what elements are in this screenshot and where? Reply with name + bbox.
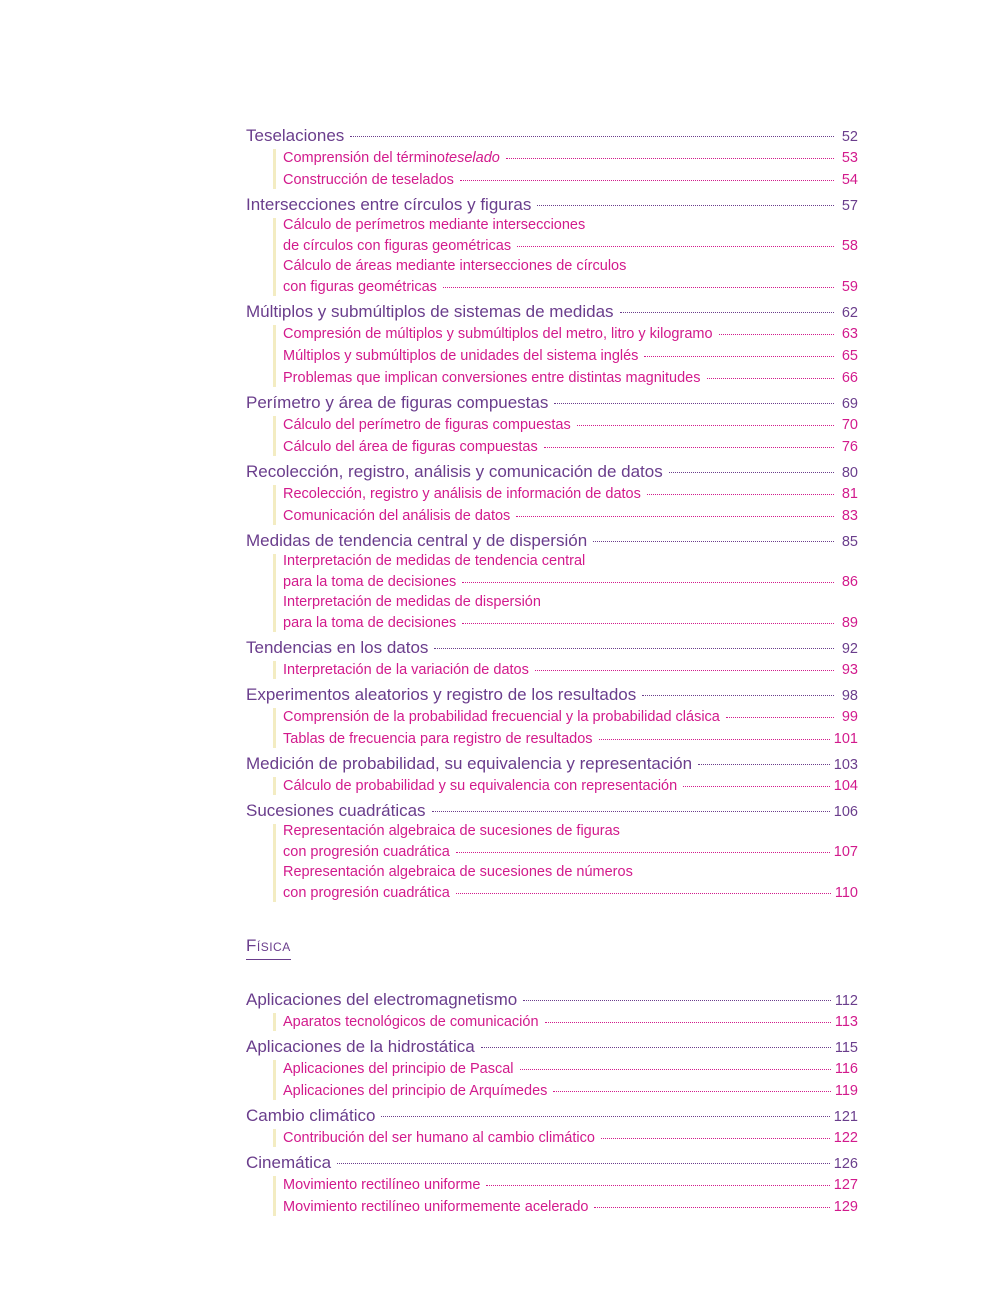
page-number: 112 bbox=[834, 993, 858, 1009]
toc-group bbox=[246, 1035, 858, 1102]
dot-leader bbox=[601, 1138, 830, 1139]
toc-entry-title: Experimentos aleatorios y registro de los resultados bbox=[246, 685, 637, 704]
page-number: 86 bbox=[841, 574, 858, 590]
toc-group bbox=[246, 799, 858, 904]
page-number: 121 bbox=[833, 1109, 858, 1125]
subentry-list bbox=[246, 1011, 858, 1033]
dot-leader bbox=[520, 1069, 831, 1070]
dot-leader bbox=[594, 1207, 829, 1208]
page-number: 115 bbox=[834, 1040, 858, 1056]
toc-entry-title: Medición de probabilidad, su equivalencia y representación bbox=[246, 754, 693, 773]
toc-entry-title: Tendencias en los datos bbox=[246, 638, 429, 657]
toc-entry[interactable] bbox=[246, 683, 858, 706]
subentry-title-italic: teselado bbox=[445, 150, 500, 166]
page-number: 92 bbox=[841, 641, 858, 657]
page-number: 106 bbox=[833, 804, 858, 820]
toc-subentry[interactable] bbox=[246, 345, 858, 367]
dot-leader bbox=[462, 582, 834, 583]
dot-leader bbox=[462, 623, 834, 624]
dot-leader bbox=[432, 811, 830, 812]
dot-leader bbox=[669, 472, 834, 473]
page-number: 110 bbox=[834, 885, 858, 901]
page-number: 70 bbox=[841, 417, 858, 433]
page-number: 76 bbox=[841, 439, 858, 455]
toc-entry[interactable] bbox=[246, 391, 858, 414]
toc-entry[interactable] bbox=[246, 124, 858, 147]
subentry-title-line: Representación algebraica de sucesiones de números bbox=[283, 864, 633, 880]
toc-subentry[interactable] bbox=[246, 659, 858, 681]
toc-entry-title: Medidas de tendencia central y de dispersión bbox=[246, 531, 588, 550]
toc-subentry[interactable] bbox=[246, 593, 858, 634]
subentry-title-line bbox=[246, 841, 858, 863]
dot-leader bbox=[481, 1047, 831, 1048]
page-number: 65 bbox=[841, 348, 858, 364]
subentry-list bbox=[246, 1058, 858, 1102]
dot-leader bbox=[517, 246, 834, 247]
subentry-list bbox=[246, 775, 858, 797]
toc-subentry[interactable] bbox=[246, 414, 858, 436]
subentry-title-text: con progresión cuadrática bbox=[283, 885, 450, 901]
dot-leader bbox=[537, 205, 834, 206]
dot-leader bbox=[719, 334, 834, 335]
subentry-title: Compresión de múltiplos y submúltiplos del metro, litro y kilogramo bbox=[283, 326, 713, 342]
page-number: 53 bbox=[841, 150, 858, 166]
toc-subentry[interactable] bbox=[246, 1127, 858, 1149]
subentry-list bbox=[246, 147, 858, 191]
toc-entry-title: Teselaciones bbox=[246, 126, 345, 145]
toc-group bbox=[246, 1104, 858, 1149]
page-number: 116 bbox=[834, 1061, 858, 1077]
page-number: 52 bbox=[841, 129, 858, 145]
subentry-title: Cálculo de probabilidad y su equivalencia con representación bbox=[283, 778, 678, 794]
dot-leader bbox=[434, 648, 834, 649]
dot-leader bbox=[516, 516, 834, 517]
subentry-title-text: para la toma de decisiones bbox=[283, 615, 457, 631]
toc-entry-title: Cinemática bbox=[246, 1153, 332, 1172]
subentry-title-text: con figuras geométricas bbox=[283, 279, 437, 295]
page-number: 129 bbox=[833, 1199, 858, 1215]
toc-subentry[interactable] bbox=[246, 728, 858, 750]
subentry-list bbox=[246, 483, 858, 527]
subentry-list bbox=[246, 323, 858, 389]
dot-leader bbox=[593, 541, 834, 542]
page-number: 57 bbox=[841, 198, 858, 214]
subentry-title: Aparatos tecnológicos de comunicación bbox=[283, 1014, 539, 1030]
page-number: 63 bbox=[841, 326, 858, 342]
toc-entry[interactable] bbox=[246, 1035, 858, 1058]
subentry-title-text: para la toma de decisiones bbox=[283, 574, 457, 590]
page-number: 104 bbox=[833, 778, 858, 794]
page-number: 69 bbox=[841, 396, 858, 412]
subentry-title-text: con progresión cuadrática bbox=[283, 844, 450, 860]
toc-group bbox=[246, 124, 858, 191]
toc-group bbox=[246, 683, 858, 750]
toc-subentry[interactable] bbox=[246, 863, 858, 904]
subentry-title: Movimiento rectilíneo uniformemente acelerado bbox=[283, 1199, 589, 1215]
toc-entry-title: Recolección, registro, análisis y comunicación de datos bbox=[246, 462, 663, 481]
toc-subentry[interactable] bbox=[246, 822, 858, 863]
subentry-list bbox=[246, 216, 858, 298]
toc-subentry[interactable] bbox=[246, 257, 858, 298]
dot-leader bbox=[506, 158, 834, 159]
toc-entry[interactable] bbox=[246, 1151, 858, 1174]
dot-leader bbox=[620, 312, 834, 313]
page-number: 58 bbox=[841, 238, 858, 254]
dot-leader bbox=[726, 717, 834, 718]
subentry-title: Problemas que implican conversiones entre distintas magnitudes bbox=[283, 370, 701, 386]
toc-entry[interactable] bbox=[246, 193, 858, 216]
page-number: 122 bbox=[833, 1130, 858, 1146]
toc-subentry[interactable] bbox=[246, 775, 858, 797]
subentry-title: Comunicación del análisis de datos bbox=[283, 508, 511, 524]
toc-subentry[interactable] bbox=[246, 552, 858, 593]
dot-leader bbox=[577, 425, 834, 426]
dot-leader bbox=[544, 447, 834, 448]
page-number: 101 bbox=[833, 731, 858, 747]
page-number: 59 bbox=[841, 279, 858, 295]
dot-leader bbox=[486, 1185, 829, 1186]
dot-leader bbox=[350, 136, 834, 137]
subentry-title: Interpretación de la variación de datos bbox=[283, 662, 529, 678]
toc-entry[interactable] bbox=[246, 300, 858, 323]
toc-entry[interactable] bbox=[246, 799, 858, 822]
subentry-title-line: Interpretación de medidas de dispersión bbox=[283, 594, 541, 610]
dot-leader bbox=[523, 1000, 831, 1001]
toc-entry[interactable] bbox=[246, 1104, 858, 1127]
toc-subentry[interactable] bbox=[246, 367, 858, 389]
subentry-list bbox=[246, 659, 858, 681]
toc-entry-title: Aplicaciones del electromagnetismo bbox=[246, 990, 518, 1009]
subentry-title-line bbox=[246, 276, 858, 298]
subentry-list bbox=[246, 414, 858, 458]
subentry-title-line bbox=[246, 571, 858, 593]
subentry-title: Construcción de teselados bbox=[283, 172, 454, 188]
page-number: 103 bbox=[833, 757, 858, 773]
toc-subentry[interactable] bbox=[246, 147, 858, 169]
dot-leader bbox=[554, 403, 834, 404]
dot-leader bbox=[545, 1022, 831, 1023]
toc-entry-title: Intersecciones entre círculos y figuras bbox=[246, 195, 532, 214]
page-number: 98 bbox=[841, 688, 858, 704]
dot-leader bbox=[460, 180, 834, 181]
toc-subentry[interactable] bbox=[246, 436, 858, 458]
page-number: 99 bbox=[841, 709, 858, 725]
subentry-list bbox=[246, 706, 858, 750]
dot-leader bbox=[337, 1163, 830, 1164]
toc-group bbox=[246, 391, 858, 458]
subentry-title: Aplicaciones del principio de Arquímedes bbox=[283, 1083, 548, 1099]
toc-entry[interactable] bbox=[246, 460, 858, 483]
subentry-title: Comprensión de la probabilidad frecuencial y la probabilidad clásica bbox=[283, 709, 720, 725]
page-number: 81 bbox=[841, 486, 858, 502]
dot-leader bbox=[535, 670, 834, 671]
subentry-title-line bbox=[246, 612, 858, 634]
dot-leader bbox=[644, 356, 834, 357]
subentry-list bbox=[246, 1127, 858, 1149]
toc-entry[interactable] bbox=[246, 529, 858, 552]
toc-entry[interactable] bbox=[246, 752, 858, 775]
toc-subentry[interactable] bbox=[246, 216, 858, 257]
dot-leader bbox=[698, 764, 830, 765]
toc-entry[interactable] bbox=[246, 636, 858, 659]
toc-entry-title: Sucesiones cuadráticas bbox=[246, 801, 426, 820]
subentry-title-line bbox=[246, 882, 858, 904]
subentry-list bbox=[246, 1174, 858, 1218]
dot-leader bbox=[683, 786, 830, 787]
subentry-title: Tablas de frecuencia para registro de resultados bbox=[283, 731, 593, 747]
subentry-title: Contribución del ser humano al cambio climático bbox=[283, 1130, 595, 1146]
page-number: 85 bbox=[841, 534, 858, 550]
dot-leader bbox=[599, 739, 830, 740]
page-number: 107 bbox=[833, 844, 858, 860]
toc-fisica-list bbox=[246, 988, 858, 1220]
toc-group bbox=[246, 300, 858, 389]
dot-leader bbox=[642, 695, 834, 696]
subentry-title: Cálculo del perímetro de figuras compuestas bbox=[283, 417, 571, 433]
toc-group bbox=[246, 529, 858, 634]
toc-subentry[interactable] bbox=[246, 483, 858, 505]
toc-math-list bbox=[246, 124, 858, 906]
toc-group bbox=[246, 752, 858, 797]
page-number: 113 bbox=[834, 1014, 858, 1030]
dot-leader bbox=[456, 852, 830, 853]
dot-leader bbox=[443, 287, 834, 288]
toc-subentry[interactable] bbox=[246, 1011, 858, 1033]
subentry-title-text: de círculos con figuras geométricas bbox=[283, 238, 512, 254]
toc-subentry[interactable] bbox=[246, 505, 858, 527]
page-number: 66 bbox=[841, 370, 858, 386]
toc-entry-title: Cambio climático bbox=[246, 1106, 376, 1125]
toc-entry-title: Perímetro y área de figuras compuestas bbox=[246, 393, 549, 412]
page-number: 93 bbox=[841, 662, 858, 678]
page-number: 54 bbox=[841, 172, 858, 188]
toc-group bbox=[246, 1151, 858, 1218]
toc-entry-title: Aplicaciones de la hidrostática bbox=[246, 1037, 475, 1056]
subentry-title-line bbox=[246, 235, 858, 257]
page-number: 119 bbox=[834, 1083, 858, 1099]
toc-group bbox=[246, 636, 858, 681]
page-number: 62 bbox=[841, 305, 858, 321]
dot-leader bbox=[707, 378, 835, 379]
subentry-title: Aplicaciones del principio de Pascal bbox=[283, 1061, 514, 1077]
toc-entry[interactable] bbox=[246, 988, 858, 1011]
subentry-title-line: Interpretación de medidas de tendencia central bbox=[283, 553, 586, 569]
page-number: 80 bbox=[841, 465, 858, 481]
subentry-title: Comprensión del término bbox=[283, 150, 445, 166]
toc-subentry[interactable] bbox=[246, 1174, 858, 1196]
toc-subentry[interactable] bbox=[246, 323, 858, 345]
toc-subentry[interactable] bbox=[246, 1080, 858, 1102]
subentry-title-line: Cálculo de perímetros mediante intersecciones bbox=[283, 217, 586, 233]
toc-group bbox=[246, 988, 858, 1033]
toc-subentry[interactable] bbox=[246, 1058, 858, 1080]
subentry-title: Cálculo del área de figuras compuestas bbox=[283, 439, 538, 455]
subentry-title-line: Cálculo de áreas mediante intersecciones de círculos bbox=[283, 258, 627, 274]
toc-subentry[interactable] bbox=[246, 1196, 858, 1218]
toc-subentry[interactable] bbox=[246, 706, 858, 728]
page-number: 126 bbox=[833, 1156, 858, 1172]
toc-group bbox=[246, 193, 858, 298]
subentry-list bbox=[246, 552, 858, 634]
section-heading-fisica: Física bbox=[246, 936, 291, 960]
dot-leader bbox=[647, 494, 834, 495]
dot-leader bbox=[553, 1091, 830, 1092]
page-number: 127 bbox=[833, 1177, 858, 1193]
dot-leader bbox=[381, 1116, 829, 1117]
toc-entry-title: Múltiplos y submúltiplos de sistemas de medidas bbox=[246, 302, 614, 321]
dot-leader bbox=[456, 893, 831, 894]
toc-group bbox=[246, 460, 858, 527]
page-number: 89 bbox=[841, 615, 858, 631]
subentry-title: Recolección, registro y análisis de información de datos bbox=[283, 486, 641, 502]
page-number: 83 bbox=[841, 508, 858, 524]
subentry-list bbox=[246, 822, 858, 904]
subentry-title: Movimiento rectilíneo uniforme bbox=[283, 1177, 481, 1193]
subentry-title-line: Representación algebraica de sucesiones de figuras bbox=[283, 823, 620, 839]
toc-subentry[interactable] bbox=[246, 169, 858, 191]
subentry-title: Múltiplos y submúltiplos de unidades del sistema inglés bbox=[283, 348, 639, 364]
